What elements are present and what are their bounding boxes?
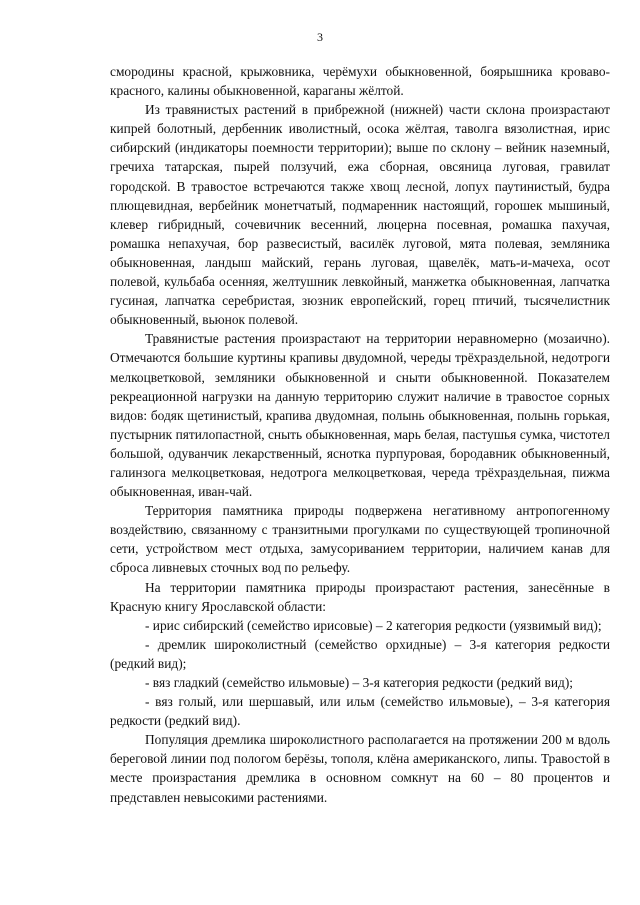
paragraph-anthropogenic-impact: Территория памятника природы подвержена негативному антропогенному воздействию, связанному с транзитными прогулками по существующей тропиночной сети, устройством мест отдыха, замусориванием территории, наличием канав для сброса ливневых сточных вод по рельефу.	[110, 503, 610, 576]
paragraph-red-book-intro: На территории памятника природы произрастают растения, занесённые в Красную книгу Ярославской области:	[110, 579, 610, 614]
page-number: 3	[317, 30, 323, 44]
list-item-epipactis: - дремлик широколистный (семейство орхидные) – 3-я категория редкости (редкий вид);	[110, 636, 610, 671]
paragraph-population: Популяция дремлика широколистного располагается на протяжении 200 м вдоль береговой линии под пологом берёзы, тополя, клёна американского, липы. Травостой в месте произрастания дремлика в основном сомкнут на 60 – 80 процентов и представлен невысокими растениями.	[110, 732, 610, 805]
list-item-wych-elm: - вяз голый, или шершавый, или ильм (семейство ильмовые), – 3-я категория редкости (редкий вид).	[110, 694, 610, 729]
list-item-smooth-elm: - вяз гладкий (семейство ильмовые) – 3-я категория редкости (редкий вид);	[145, 675, 574, 690]
list-item-iris: - ирис сибирский (семейство ирисовые) – 2 категория редкости (уязвимый вид);	[145, 617, 602, 633]
document-body	[110, 62, 610, 807]
paragraph-herbaceous-species: Из травянистых растений в прибрежной (нижней) части склона произрастают кипрей болотный, дербенник иволистный, осока жёлтая, таволга вязолистная, ирис сибирский (индикаторы поемности территории); выше по склону – вейник наземный, гречиха татарская, пырей ползучий, ежа сборная, овсяница луговая, гравилат городской. В травостое встречаются также хвощ лесной, лопух паутинистый, будра плющевидная, вербейник монетчатый, подмаренник настоящий, горошек мышиный, клевер гибридный, сочевичник весенний, люцерна посевная, ромашка пахучая, ромашка непахучая, бор развесистый, василёк луговой, мята полевая, земляника обыкновенная, ландыш майский, герань луговая, щавелёк, мать-и-мачеха, осот полевой, кульбаба осенняя, желтушник левкойный, манжетка обыкновенная, лапчатка гусиная, лапчатка серебристая, зюзник европейский, горец птичий, тысячелистник обыкновенный, вьюнок полевой.	[110, 102, 610, 328]
paragraph-shrubs-continued: смородины красной, крыжовника, черёмухи обыкновенной, боярышника кроваво-красного, калины обыкновенной, караганы жёлтой.	[110, 64, 610, 99]
paragraph-mosaic-distribution: Травянистые растения произрастают на территории неравномерно (мозаично). Отмечаются большие куртины крапивы двудомной, череды трёхраздельной, недотроги мелкоцветковой, земляники обыкновенной и сныти обыкновенной. Показателем рекреационной нагрузки на данную территорию служит наличие в травостое сорных видов: бодяк щетинистый, крапива двудомная, полынь обыкновенная, полынь горькая, пустырник пятилопастной, сныть обыкновенная, марь белая, пастушья сумка, чистотел большой, одуванчик лекарственный, ясноткa пурпуровая, бородавник обыкновенный, галинзога мелкоцветковая, недотрога мелкоцветковая, череда трёхраздельная, пижма обыкновенная, иван-чай.	[110, 331, 610, 500]
